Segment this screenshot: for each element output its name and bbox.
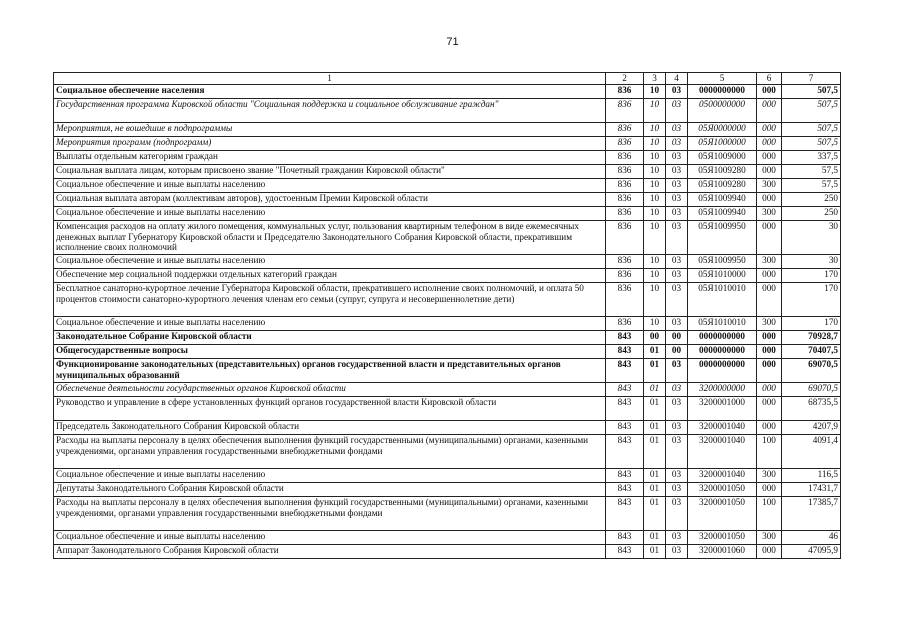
row-code-cell: 836: [606, 137, 644, 151]
row-target-cell: 3200001060: [688, 545, 757, 559]
row-section-cell: 10: [644, 85, 666, 99]
row-section-cell: 01: [644, 531, 666, 545]
row-section-cell: 01: [644, 421, 666, 435]
row-name-cell: Социальное обеспечение и иные выплаты населению: [54, 531, 606, 545]
row-code-cell: 843: [606, 383, 644, 397]
row-target-cell: 3200001000: [688, 397, 757, 421]
row-subsection-cell: 03: [666, 151, 688, 165]
table-row: [54, 165, 841, 179]
row-subsection-cell: 03: [666, 397, 688, 421]
header-cell: 4: [666, 73, 688, 85]
row-code-cell: 843: [606, 483, 644, 497]
row-section-cell: 10: [644, 179, 666, 193]
row-subsection-cell: 03: [666, 165, 688, 179]
row-expense-type-cell: 100: [757, 435, 782, 469]
row-amount-cell: 70928,7: [782, 331, 841, 345]
row-target-cell: 05Я1009280: [688, 165, 757, 179]
row-target-cell: 05Я1010000: [688, 269, 757, 283]
header-cell: 1: [54, 73, 606, 85]
row-subsection-cell: 03: [666, 435, 688, 469]
row-target-cell: 0000000000: [688, 345, 757, 359]
row-section-cell: 10: [644, 255, 666, 269]
row-name-cell: Социальная выплата авторам (коллективам авторов), удостоенным Премии Кировской области: [54, 193, 606, 207]
row-expense-type-cell: 000: [757, 483, 782, 497]
row-subsection-cell: 00: [666, 345, 688, 359]
row-name-cell: Председатель Законодательного Собрания Кировской области: [54, 421, 606, 435]
row-section-cell: 01: [644, 383, 666, 397]
row-expense-type-cell: 000: [757, 421, 782, 435]
row-code-cell: 843: [606, 359, 644, 383]
table-row: [54, 383, 841, 397]
row-code-cell: 836: [606, 269, 644, 283]
row-subsection-cell: 03: [666, 531, 688, 545]
table-row: [54, 137, 841, 151]
row-section-cell: 10: [644, 221, 666, 255]
row-amount-cell: 70407,5: [782, 345, 841, 359]
row-name-cell: Социальное обеспечение и иные выплаты населению: [54, 255, 606, 269]
row-name-cell: Аппарат Законодательного Собрания Кировской области: [54, 545, 606, 559]
row-subsection-cell: 03: [666, 123, 688, 137]
row-target-cell: 0500000000: [688, 99, 757, 123]
row-code-cell: 843: [606, 497, 644, 531]
row-expense-type-cell: 000: [757, 331, 782, 345]
table-row: [54, 151, 841, 165]
row-code-cell: 836: [606, 193, 644, 207]
header-cell: 6: [757, 73, 782, 85]
row-target-cell: 0000000000: [688, 85, 757, 99]
row-expense-type-cell: 000: [757, 397, 782, 421]
table-row: [54, 193, 841, 207]
table-row: [54, 317, 841, 331]
row-amount-cell: 69070,5: [782, 359, 841, 383]
row-name-cell: Обеспечение мер социальной поддержки отдельных категорий граждан: [54, 269, 606, 283]
row-subsection-cell: 03: [666, 179, 688, 193]
row-code-cell: 836: [606, 85, 644, 99]
row-code-cell: 843: [606, 435, 644, 469]
table-row: [54, 345, 841, 359]
row-expense-type-cell: 000: [757, 269, 782, 283]
row-expense-type-cell: 300: [757, 469, 782, 483]
row-subsection-cell: 03: [666, 317, 688, 331]
row-target-cell: 3200000000: [688, 383, 757, 397]
row-target-cell: 0000000000: [688, 359, 757, 383]
row-amount-cell: 250: [782, 193, 841, 207]
table-row: [54, 283, 841, 317]
row-name-cell: Мероприятия программ (подпрограмм): [54, 137, 606, 151]
table-row: [54, 397, 841, 421]
row-target-cell: 05Я1009000: [688, 151, 757, 165]
row-name-cell: Функционирование законодательных (представительных) органов государственной власти и представительных органов муниципальных образований: [54, 359, 606, 383]
row-code-cell: 836: [606, 221, 644, 255]
row-expense-type-cell: 000: [757, 283, 782, 317]
row-target-cell: 05Я1009940: [688, 207, 757, 221]
row-expense-type-cell: 100: [757, 497, 782, 531]
header-cell: 2: [606, 73, 644, 85]
row-expense-type-cell: 000: [757, 85, 782, 99]
row-amount-cell: 116,5: [782, 469, 841, 483]
row-subsection-cell: 03: [666, 137, 688, 151]
table-row: [54, 421, 841, 435]
row-expense-type-cell: 300: [757, 207, 782, 221]
row-amount-cell: 57,5: [782, 179, 841, 193]
row-code-cell: 843: [606, 421, 644, 435]
table-row: [54, 531, 841, 545]
row-amount-cell: 69070,5: [782, 383, 841, 397]
row-subsection-cell: 03: [666, 421, 688, 435]
row-expense-type-cell: 000: [757, 99, 782, 123]
row-section-cell: 10: [644, 269, 666, 283]
row-amount-cell: 337,5: [782, 151, 841, 165]
row-subsection-cell: 03: [666, 207, 688, 221]
row-amount-cell: 507,5: [782, 137, 841, 151]
row-name-cell: Компенсация расходов на оплату жилого помещения, коммунальных услуг, пользования квартирным телефоном в виде ежемесячных денежных выплат Губернатору Кировской области и Председателю Законодательного Собрания Кировской области, прекратившим исполнение своих полномочий: [54, 221, 606, 255]
row-target-cell: 05Я1009280: [688, 179, 757, 193]
row-code-cell: 843: [606, 545, 644, 559]
row-target-cell: 05Я1010010: [688, 317, 757, 331]
row-amount-cell: 4207,9: [782, 421, 841, 435]
row-subsection-cell: 03: [666, 255, 688, 269]
row-section-cell: 10: [644, 99, 666, 123]
row-subsection-cell: 03: [666, 469, 688, 483]
row-code-cell: 836: [606, 151, 644, 165]
row-name-cell: Расходы на выплаты персоналу в целях обеспечения выполнения функций государственными (муниципальными) органами, казенными учреждениями, органами управления государственными внебюджетными фондами: [54, 435, 606, 469]
row-section-cell: 10: [644, 137, 666, 151]
row-code-cell: 843: [606, 331, 644, 345]
table-row: [54, 359, 841, 383]
row-name-cell: Расходы на выплаты персоналу в целях обеспечения выполнения функций государственными (муниципальными) органами, казенными учреждениями, органами управления государственными внебюджетными фондами: [54, 497, 606, 531]
row-target-cell: 05Я1009950: [688, 221, 757, 255]
row-amount-cell: 17385,7: [782, 497, 841, 531]
row-expense-type-cell: 000: [757, 137, 782, 151]
table-row: [54, 483, 841, 497]
row-expense-type-cell: 000: [757, 151, 782, 165]
row-amount-cell: 507,5: [782, 123, 841, 137]
row-code-cell: 836: [606, 283, 644, 317]
table-row: [54, 85, 841, 99]
header-cell: 3: [644, 73, 666, 85]
row-section-cell: 01: [644, 545, 666, 559]
row-target-cell: 3200001040: [688, 435, 757, 469]
table-row: [54, 207, 841, 221]
row-expense-type-cell: 300: [757, 317, 782, 331]
row-code-cell: 836: [606, 207, 644, 221]
row-name-cell: Социальное обеспечение и иные выплаты населению: [54, 469, 606, 483]
row-amount-cell: 47095,9: [782, 545, 841, 559]
table-row: [54, 179, 841, 193]
table-row: [54, 99, 841, 123]
row-amount-cell: 250: [782, 207, 841, 221]
row-target-cell: 3200001040: [688, 469, 757, 483]
row-section-cell: 01: [644, 345, 666, 359]
table-row: [54, 255, 841, 269]
row-section-cell: 10: [644, 283, 666, 317]
row-section-cell: 01: [644, 469, 666, 483]
row-code-cell: 836: [606, 99, 644, 123]
row-name-cell: Выплаты отдельным категориям граждан: [54, 151, 606, 165]
row-amount-cell: 507,5: [782, 85, 841, 99]
row-expense-type-cell: 000: [757, 221, 782, 255]
row-code-cell: 836: [606, 179, 644, 193]
row-expense-type-cell: 000: [757, 545, 782, 559]
row-subsection-cell: 03: [666, 383, 688, 397]
row-section-cell: 10: [644, 193, 666, 207]
header-row: [54, 73, 841, 85]
row-subsection-cell: 03: [666, 545, 688, 559]
row-target-cell: 05Я1000000: [688, 137, 757, 151]
row-name-cell: Депутаты Законодательного Собрания Кировской области: [54, 483, 606, 497]
row-section-cell: 10: [644, 123, 666, 137]
row-section-cell: 01: [644, 435, 666, 469]
row-amount-cell: 4091,4: [782, 435, 841, 469]
row-subsection-cell: 03: [666, 269, 688, 283]
row-section-cell: 10: [644, 151, 666, 165]
row-name-cell: Социальная выплата лицам, которым присвоено звание "Почетный гражданин Кировской области": [54, 165, 606, 179]
row-name-cell: Руководство и управление в сфере установленных функций органов государственной власти Кировской области: [54, 397, 606, 421]
row-subsection-cell: 03: [666, 221, 688, 255]
row-amount-cell: 507,5: [782, 99, 841, 123]
row-code-cell: 836: [606, 165, 644, 179]
row-expense-type-cell: 300: [757, 179, 782, 193]
row-amount-cell: 46: [782, 531, 841, 545]
row-target-cell: 3200001040: [688, 421, 757, 435]
row-amount-cell: 170: [782, 269, 841, 283]
row-amount-cell: 17431,7: [782, 483, 841, 497]
row-name-cell: Социальное обеспечение и иные выплаты населению: [54, 207, 606, 221]
table-row: [54, 469, 841, 483]
row-expense-type-cell: 000: [757, 123, 782, 137]
row-expense-type-cell: 000: [757, 383, 782, 397]
row-subsection-cell: 03: [666, 99, 688, 123]
row-target-cell: 3200001050: [688, 497, 757, 531]
row-target-cell: 0000000000: [688, 331, 757, 345]
row-name-cell: Общегосударственные вопросы: [54, 345, 606, 359]
row-section-cell: 10: [644, 165, 666, 179]
row-code-cell: 843: [606, 531, 644, 545]
row-name-cell: Бесплатное санаторно-курортное лечение Губернатора Кировской области, прекратившего исполнение своих полномочий, и оплата 50 процентов стоимости санаторно-курортного лечения членам его семьи (супруг, супруга и несовершеннолетние дети): [54, 283, 606, 317]
header-cell: 5: [688, 73, 757, 85]
row-subsection-cell: 03: [666, 283, 688, 317]
row-target-cell: 05Я1009940: [688, 193, 757, 207]
row-section-cell: 01: [644, 359, 666, 383]
row-amount-cell: 30: [782, 221, 841, 255]
table-row: [54, 435, 841, 469]
row-target-cell: 05Я1009950: [688, 255, 757, 269]
row-name-cell: Мероприятия, не вошедшие в подпрограммы: [54, 123, 606, 137]
row-code-cell: 843: [606, 397, 644, 421]
row-code-cell: 836: [606, 123, 644, 137]
row-subsection-cell: 03: [666, 85, 688, 99]
row-amount-cell: 170: [782, 317, 841, 331]
row-code-cell: 836: [606, 317, 644, 331]
row-name-cell: Социальное обеспечение и иные выплаты населению: [54, 317, 606, 331]
row-amount-cell: 68735,5: [782, 397, 841, 421]
row-code-cell: 836: [606, 255, 644, 269]
row-target-cell: 3200001050: [688, 483, 757, 497]
row-name-cell: Обеспечение деятельности государственных органов Кировской области: [54, 383, 606, 397]
row-amount-cell: 57,5: [782, 165, 841, 179]
row-target-cell: 05Я0000000: [688, 123, 757, 137]
table-row: [54, 269, 841, 283]
row-expense-type-cell: 300: [757, 255, 782, 269]
budget-table: [53, 72, 841, 559]
table-row: [54, 221, 841, 255]
row-name-cell: Социальное обеспечение и иные выплаты населению: [54, 179, 606, 193]
row-section-cell: 01: [644, 497, 666, 531]
table-row: [54, 123, 841, 137]
page-number: 71: [446, 36, 459, 48]
row-amount-cell: 170: [782, 283, 841, 317]
row-expense-type-cell: 000: [757, 165, 782, 179]
row-section-cell: 10: [644, 317, 666, 331]
row-code-cell: 843: [606, 345, 644, 359]
row-subsection-cell: 03: [666, 359, 688, 383]
row-code-cell: 843: [606, 469, 644, 483]
table-row: [54, 497, 841, 531]
row-expense-type-cell: 300: [757, 531, 782, 545]
row-section-cell: 01: [644, 397, 666, 421]
row-name-cell: Социальное обеспечение населения: [54, 85, 606, 99]
header-cell: 7: [782, 73, 841, 85]
row-expense-type-cell: 000: [757, 359, 782, 383]
row-expense-type-cell: 000: [757, 193, 782, 207]
table-row: [54, 545, 841, 559]
row-section-cell: 00: [644, 331, 666, 345]
row-subsection-cell: 03: [666, 193, 688, 207]
row-subsection-cell: 03: [666, 497, 688, 531]
row-subsection-cell: 00: [666, 331, 688, 345]
row-section-cell: 01: [644, 483, 666, 497]
row-expense-type-cell: 000: [757, 345, 782, 359]
row-target-cell: 3200001050: [688, 531, 757, 545]
row-name-cell: Государственная программа Кировской области "Социальная поддержка и социальное обслуживание граждан": [54, 99, 606, 123]
row-amount-cell: 30: [782, 255, 841, 269]
row-name-cell: Законодательное Собрание Кировской области: [54, 331, 606, 345]
row-target-cell: 05Я1010010: [688, 283, 757, 317]
table-row: [54, 331, 841, 345]
row-subsection-cell: 03: [666, 483, 688, 497]
row-section-cell: 10: [644, 207, 666, 221]
